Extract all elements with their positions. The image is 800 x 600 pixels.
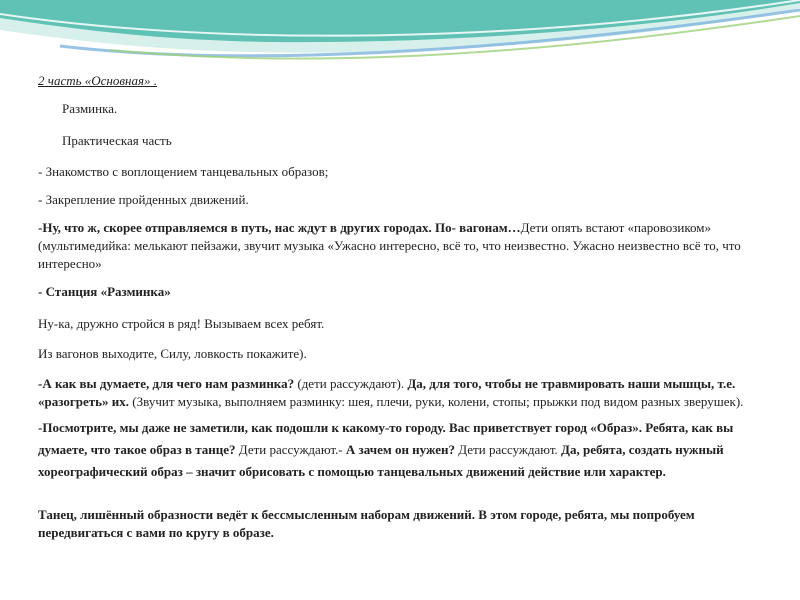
paragraph-warmup-bold-1: -А как вы думаете, для чего нам разминка? xyxy=(38,376,295,391)
paragraph-departure-text: Дети опять встают «паровозиком» (мультимедийка: мелькают пейзажи, звучит музыка «Ужасно интересно, всё то, что неизвестно. Ужасно неизвестно всё то, что интересно» xyxy=(38,220,741,271)
paragraph-image-bold-3: Да, ребята, создать нужный хореографический образ – значит обрисовать с помощью танцевальных движений действие или характер. xyxy=(38,442,724,479)
line-wagons: Из вагонов выходите, Силу, ловкость покажите). xyxy=(38,346,307,361)
header-wave-decoration xyxy=(0,0,800,75)
paragraph-image-bold-1: -Посмотрите, мы даже не заметили, как подошли к какому-то городу. Вас приветствует город «Образ». Ребята, как вы думаете, что такое образ в танце? xyxy=(38,420,734,457)
paragraph-image-text-1: Дети рассуждают.- xyxy=(235,442,346,457)
paragraph-warmup xyxy=(38,375,758,411)
paragraph-departure xyxy=(38,219,758,273)
spacer xyxy=(38,483,758,498)
bullet-text: Разминка. xyxy=(62,101,118,116)
bullet-text: Практическая часть xyxy=(62,133,172,148)
document-body xyxy=(38,72,758,542)
bullet-item xyxy=(58,132,758,151)
station-heading: - Станция «Разминка» xyxy=(38,284,171,299)
paragraph-departure-bold: -Ну, что ж, скорее отправляемся в путь, нас ждут в других городах. По- вагонам… xyxy=(38,220,521,235)
paragraph-warmup-text-1: (дети рассуждают). xyxy=(294,376,408,391)
paragraph-dance: Танец, лишённый образности ведёт к бессмысленным наборам движений. В этом городе, ребята, мы попробуем передвигаться с вами по кругу в образе. xyxy=(38,507,695,540)
paragraph-image-bold-2: А зачем он нужен? xyxy=(345,442,456,457)
section-heading: 2 часть «Основная» . xyxy=(38,73,158,88)
paragraph-warmup-text-2: (Звучит музыка, выполняем разминку: шея, плечи, руки, колени, стопы; прыжки под видом разных зверушек). xyxy=(129,394,744,409)
line-row: Ну-ка, дружно стройся в ряд! Вызываем всех ребят. xyxy=(38,316,325,331)
paragraph-warmup-bold-2: Да, для того, чтобы не травмировать наши мышцы, т.е. «разогреть» их. xyxy=(38,376,736,409)
line-reinforce: - Закрепление пройденных движений. xyxy=(38,192,249,207)
bullet-item xyxy=(58,100,758,119)
paragraph-image-text-2: Дети рассуждают. xyxy=(455,442,562,457)
line-acquaint: - Знакомство с воплощением танцевальных образов; xyxy=(38,164,329,179)
paragraph-image-city xyxy=(38,417,758,483)
